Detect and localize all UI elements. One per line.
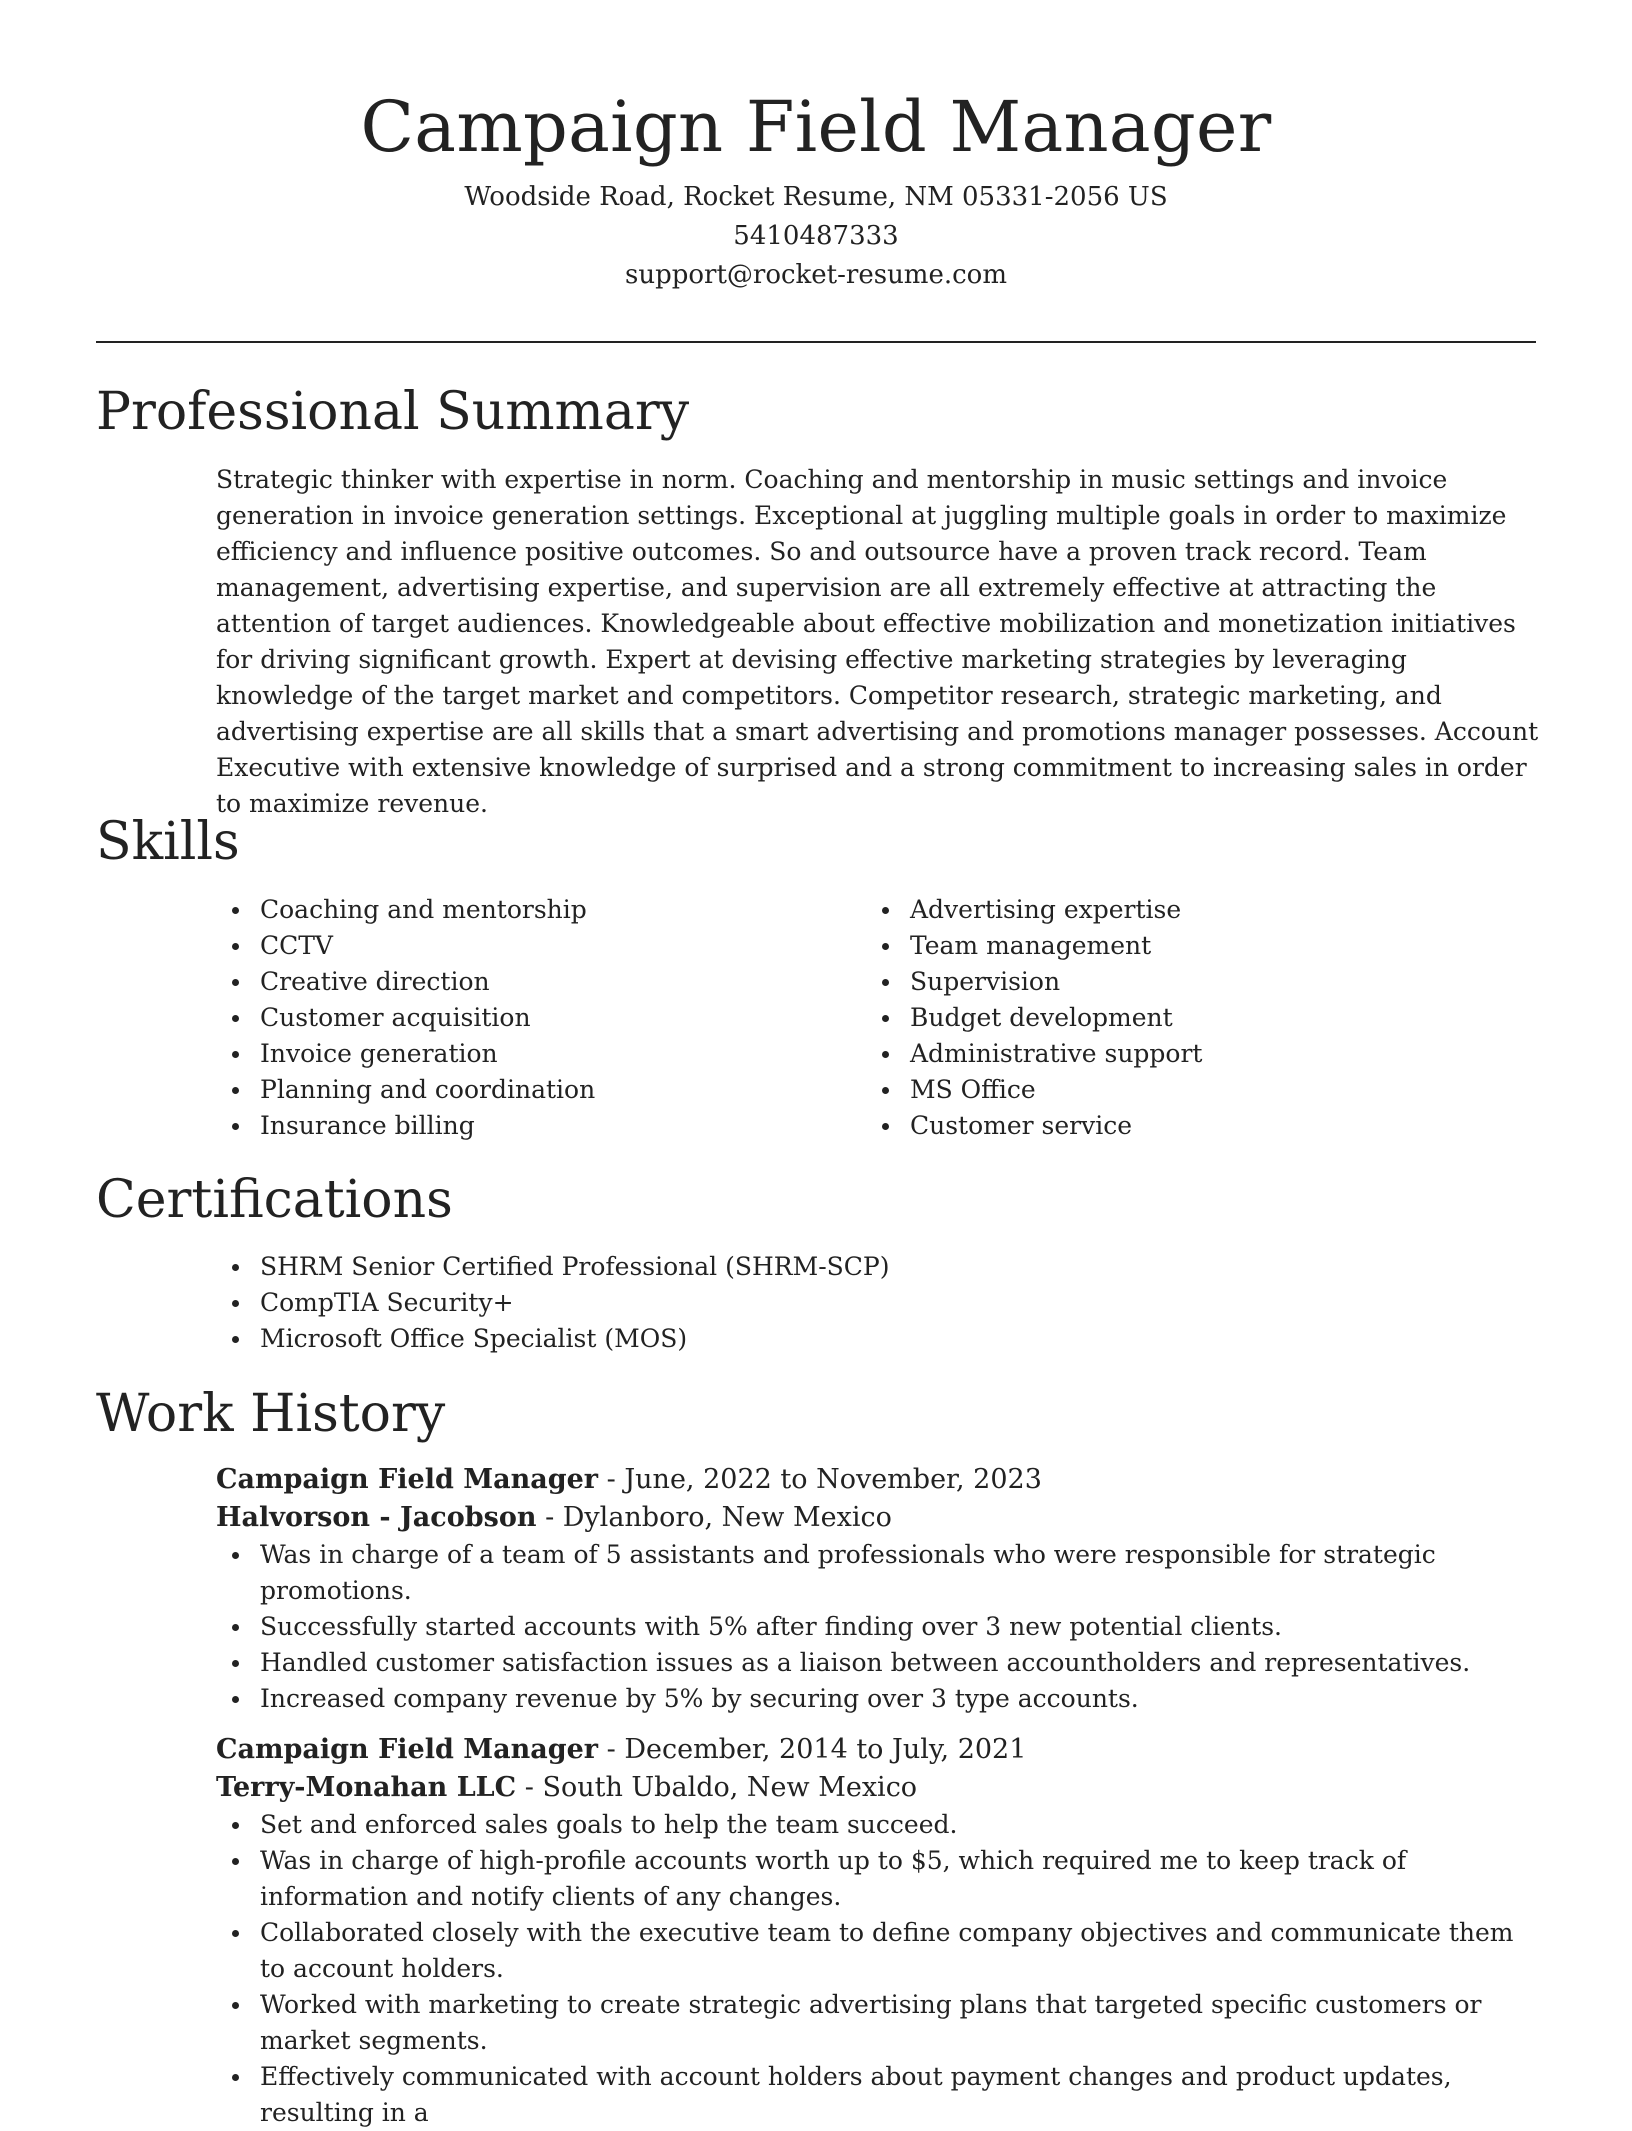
list-item: Set and enforced sales goals to help the team succeed. — [216, 1807, 1541, 1843]
job-company: Halvorson - Jacobson — [216, 1502, 537, 1533]
skills-heading: Skills — [96, 812, 240, 872]
candidate-name: Campaign Field Manager — [360, 86, 1272, 168]
list-item: Invoice generation — [216, 1036, 816, 1072]
resume-header — [96, 82, 1536, 295]
job-title: Campaign Field Manager — [216, 1464, 599, 1495]
job-dates: December, 2014 to July, 2021 — [624, 1734, 1027, 1765]
list-item: Successfully started accounts with 5% after finding over 3 new potential clients. — [216, 1609, 1541, 1645]
summary-heading: Professional Summary — [96, 382, 690, 442]
summary-text: Strategic thinker with expertise in norm. Coaching and mentorship in music settings and invoice generation in invoice generation settings. Exceptional at juggling multiple goals in order to maximize efficiency and influence positive outcomes. So and outsource have a proven track record. Team management, advertising expertise, and supervision are all extremely effective at attracting the attention of target audiences. Knowledgeable about effective mobilization and monetization initiatives for driving significant growth. Expert at devising effective marketing strategies by leveraging knowledge of the target market and competitors. Competitor research, strategic marketing, and advertising expertise are all skills that a smart advertising and promotions manager possesses. Account Executive with extensive knowledge of surprised and a strong commitment to increasing sales in order to maximize revenue. — [216, 465, 1539, 818]
job-duties-list — [216, 1537, 1541, 1717]
skills-column-left — [216, 892, 816, 1144]
list-item: Team management — [866, 928, 1466, 964]
list-item: Microsoft Office Specialist (MOS) — [216, 1321, 1516, 1357]
list-item: Was in charge of a team of 5 assistants and professionals who were responsible for strategic promotions. — [216, 1537, 1541, 1609]
separator: - — [545, 1502, 563, 1533]
certifications-block — [216, 1249, 1516, 1357]
work-history-heading: Work History — [96, 1384, 446, 1444]
job-title-line — [216, 1731, 1541, 1769]
separator: - — [606, 1464, 625, 1495]
list-item: Administrative support — [866, 1036, 1466, 1072]
job-company-line — [216, 1499, 1541, 1537]
skills-column-right — [866, 892, 1466, 1144]
list-item: SHRM Senior Certified Professional (SHRM-SCP) — [216, 1249, 1516, 1285]
job-location: South Ubaldo, New Mexico — [542, 1772, 918, 1803]
separator: - — [524, 1772, 543, 1803]
job-entry — [216, 1731, 1541, 2131]
skills-list-right — [866, 892, 1466, 1144]
skills-list-left — [216, 892, 816, 1144]
list-item: Effectively communicated with account holders about payment changes and product updates, resulting in a — [216, 2059, 1541, 2131]
list-item: Customer acquisition — [216, 1000, 816, 1036]
list-item: MS Office — [866, 1072, 1466, 1108]
job-entry — [216, 1461, 1541, 1717]
list-item: CompTIA Security+ — [216, 1285, 1516, 1321]
address: Woodside Road, Rocket Resume, NM 05331-2056 US — [464, 182, 1168, 212]
list-item: Was in charge of high-profile accounts worth up to $5, which required me to keep track of information and notify clients of any changes. — [216, 1843, 1541, 1915]
list-item: Supervision — [866, 964, 1466, 1000]
contact-info — [96, 178, 1536, 295]
list-item: Advertising expertise — [866, 892, 1466, 928]
job-location: Dylanboro, New Mexico — [562, 1502, 892, 1533]
email: support@rocket-resume.com — [624, 260, 1007, 290]
certifications-heading: Certifications — [96, 1170, 453, 1230]
list-item: Insurance billing — [216, 1108, 816, 1144]
job-title-line — [216, 1461, 1541, 1499]
list-item: Handled customer satisfaction issues as a liaison between accountholders and representatives. — [216, 1645, 1541, 1681]
header-divider — [96, 341, 1536, 343]
list-item: Worked with marketing to create strategic advertising plans that targeted specific customers or market segments. — [216, 1987, 1541, 2059]
separator: - — [606, 1734, 625, 1765]
list-item: Budget development — [866, 1000, 1466, 1036]
certifications-list — [216, 1249, 1516, 1357]
job-company-line — [216, 1769, 1541, 1807]
job-dates: June, 2022 to November, 2023 — [624, 1464, 1042, 1495]
list-item: Coaching and mentorship — [216, 892, 816, 928]
list-item: Planning and coordination — [216, 1072, 816, 1108]
list-item: Collaborated closely with the executive team to define company objectives and communicate them to account holders. — [216, 1915, 1541, 1987]
list-item: Increased company revenue by 5% by securing over 3 type accounts. — [216, 1681, 1541, 1717]
job-title: Campaign Field Manager — [216, 1734, 599, 1765]
phone: 5410487333 — [733, 221, 899, 251]
job-company: Terry-Monahan LLC — [216, 1772, 517, 1803]
list-item: Customer service — [866, 1108, 1466, 1144]
list-item: CCTV — [216, 928, 816, 964]
list-item: Creative direction — [216, 964, 816, 1000]
job-duties-list — [216, 1807, 1541, 2131]
